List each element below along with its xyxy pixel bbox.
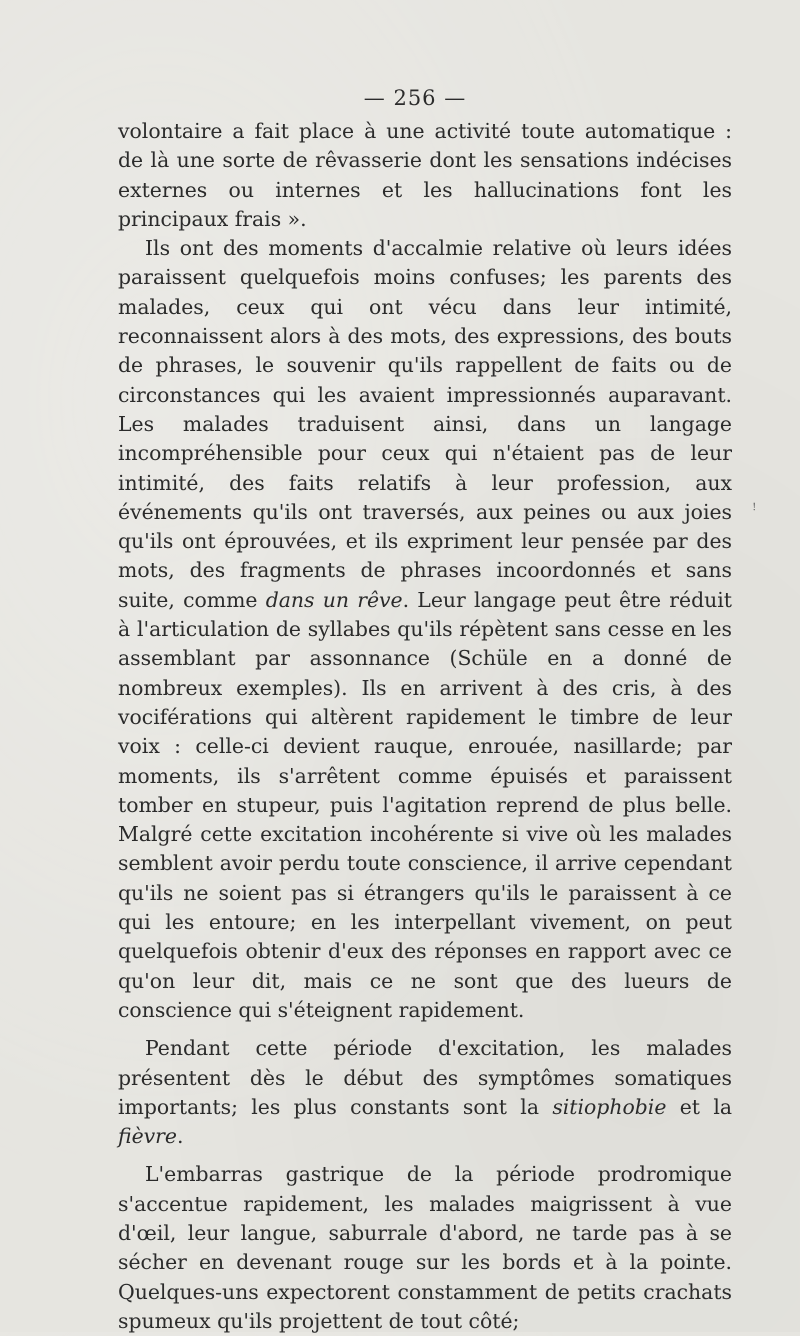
paragraph-2 — [118, 234, 732, 1025]
page-number: — 256 — — [363, 86, 467, 110]
text-segment: Ils ont des moments d'accalmie relative où leurs idées paraissent quelquefois moins confuses; les parents des malades, ceux qui ont vécu dans leur intimité, reconnaissent alors à des mots, des expressions, des bouts de phrases, le souvenir qu'ils rappellent de faits ou de circonstances qui les avaient impressionnés auparavant. Les malades traduisent ainsi, dans un langage incompréhensible pour ceux qui n'étaient pas de leur intimité, des faits relatifs à leur profession, aux événements qu'ils ont traversés, aux peines ou aux joies qu'ils ont éprouvées, et ils expriment leur pensée par des mots, des fragments de phrases incoordonnés et sans suite, comme — [118, 236, 732, 612]
text-segment: et la — [666, 1094, 732, 1119]
margin-pencil-mark: ꜝ — [752, 500, 757, 521]
paragraph-4 — [118, 1160, 732, 1336]
italic-phrase: dans un rêve — [265, 587, 403, 612]
text-segment: Pendant cette période d'excitation, les malades présentent dès le début des symptômes somatiques importants; les plus constants sont la — [118, 1036, 732, 1119]
body-text — [118, 117, 732, 1336]
text-segment: . — [177, 1124, 184, 1149]
italic-term: sitiophobie — [552, 1094, 667, 1119]
paragraph-1 — [118, 117, 732, 234]
text-segment: volontaire a fait place à une activité toute automatique : de là une sorte de rêvasserie dont les sensations indécises externes ou internes et les hallucinations font les principaux frais ». — [118, 119, 732, 231]
text-segment: . Leur langage peut être réduit à l'articulation de syllabes qu'ils répètent sans cesse en les assemblant par assonnance (Schüle en a donné de nombreux exemples). Ils en arrivent à des cris, à des vociférations qui altèrent rapidement le timbre de leur voix : celle-ci devient rauque, enrouée, nasillarde; par moments, ils s'arrêtent comme épuisés et paraissent tomber en stupeur, puis l'agitation reprend de plus belle. Malgré cette excitation incohérente si vive où les malades semblent avoir perdu toute conscience, il arrive cependant qu'ils ne soient pas si étrangers qu'ils le paraissent à ce qui les entoure; en les interpellant vivement, on peut quelquefois obtenir d'eux des réponses en rapport avec ce qu'on leur dit, mais ce ne sont que des lueurs de conscience qui s'éteignent rapidement. — [118, 587, 732, 1022]
text-segment: L'embarras gastrique de la période prodromique s'accentue rapidement, les malades maigrissent à vue d'œil, leur langue, saburrale d'abord, ne tarde pas à se sécher en devenant rouge sur les bords et à la pointe. Quelques-uns expectorent constamment de petits crachats spumeux qu'ils projettent de tout côté; — [118, 1162, 732, 1333]
paragraph-3 — [118, 1034, 732, 1151]
italic-term: fièvre — [118, 1124, 178, 1149]
